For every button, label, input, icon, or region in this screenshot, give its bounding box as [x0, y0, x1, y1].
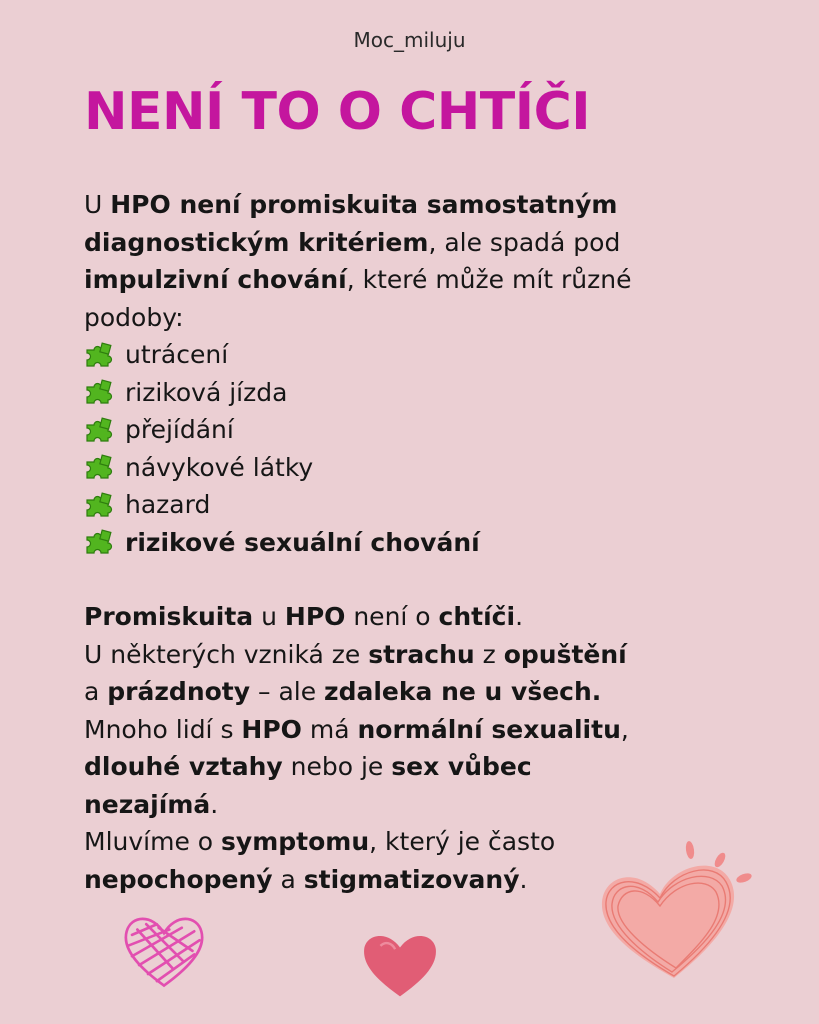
bold-text: HPO není promiskuita samostatným: [110, 190, 618, 219]
bold-text: dlouhé vztahy: [84, 752, 283, 781]
watercolor-heart-icon: [358, 928, 442, 998]
scribble-heart-icon: [118, 910, 210, 990]
list-item: [84, 486, 744, 524]
text: .: [210, 789, 219, 819]
bold-text: symptomu: [221, 827, 370, 856]
paragraph-line: [84, 186, 744, 224]
paragraph-line: [84, 748, 744, 786]
account-handle: Moc_miluju: [353, 28, 466, 52]
bold-text: sex vůbec: [391, 752, 532, 781]
impulsive-behavior-list: [84, 336, 744, 561]
sketch-heart-icon: [592, 836, 764, 984]
text: podoby:: [84, 302, 184, 332]
bold-text: stigmatizovaný: [303, 864, 520, 894]
text: , ale spadá pod: [428, 227, 621, 257]
list-item: [84, 411, 744, 449]
text: Mluvíme o: [84, 827, 222, 856]
list-item: [84, 524, 744, 562]
list-item: [84, 336, 744, 374]
text: – ale: [250, 677, 325, 706]
text: .: [519, 864, 528, 894]
paragraph-line: [84, 673, 744, 711]
page-title: NENÍ TO O CHTÍČI: [84, 82, 591, 142]
text: U: [84, 190, 111, 219]
puzzle-piece-icon: [84, 342, 116, 368]
text: , který je často: [369, 827, 556, 856]
text: Mnoho lidí s: [84, 714, 242, 744]
text: má: [301, 714, 358, 744]
bold-text: prázdnoty: [107, 677, 251, 706]
text: a: [84, 677, 108, 706]
bold-text: chtíči: [438, 602, 516, 631]
text: u: [253, 602, 285, 631]
text: nebo je: [282, 752, 392, 781]
paragraph-line: [84, 598, 744, 636]
text: ,: [620, 714, 629, 744]
puzzle-piece-icon: [84, 492, 116, 518]
paragraph-line: [84, 261, 744, 299]
bold-text: Promiskuita: [84, 602, 254, 631]
text: není o: [345, 602, 439, 631]
list-item-label: hazard: [125, 490, 211, 519]
bold-text: strachu: [368, 639, 475, 669]
text: z: [474, 639, 504, 669]
puzzle-piece-icon: [84, 529, 116, 555]
paragraph-line: [84, 299, 744, 337]
bold-text: normální sexualitu: [357, 714, 621, 744]
list-item-label: riziková jízda: [125, 377, 288, 407]
bold-text: diagnostickým kritériem: [84, 227, 429, 257]
bold-text: HPO: [241, 714, 302, 744]
paragraph-line: [84, 711, 744, 749]
main-content: [84, 186, 744, 898]
text: a: [272, 864, 304, 894]
bold-text: HPO: [284, 602, 346, 631]
bold-text: nezajímá: [84, 789, 211, 819]
paragraph-spacer: [84, 561, 744, 598]
paragraph-line: [84, 224, 744, 262]
list-item-label: utrácení: [125, 340, 229, 369]
text: .: [515, 602, 524, 631]
puzzle-piece-icon: [84, 379, 116, 405]
bold-text: impulzivní chování: [84, 265, 347, 294]
bold-text: nepochopený: [84, 864, 273, 894]
list-item-label: rizikové sexuální chování: [125, 527, 480, 557]
list-item: [84, 374, 744, 412]
intro-paragraph: [84, 186, 744, 336]
list-item-label: návykové látky: [125, 452, 314, 482]
puzzle-piece-icon: [84, 454, 116, 480]
text: U některých vzniká ze: [84, 639, 369, 669]
text: , které může mít různé: [346, 265, 632, 294]
bold-text: zdaleka ne u všech.: [324, 677, 602, 706]
bold-text: opuštění: [503, 639, 627, 669]
list-item: [84, 449, 744, 487]
paragraph-line: [84, 786, 744, 824]
puzzle-piece-icon: [84, 417, 116, 443]
list-item-label: přejídání: [125, 415, 234, 444]
paragraph-line: [84, 636, 744, 674]
